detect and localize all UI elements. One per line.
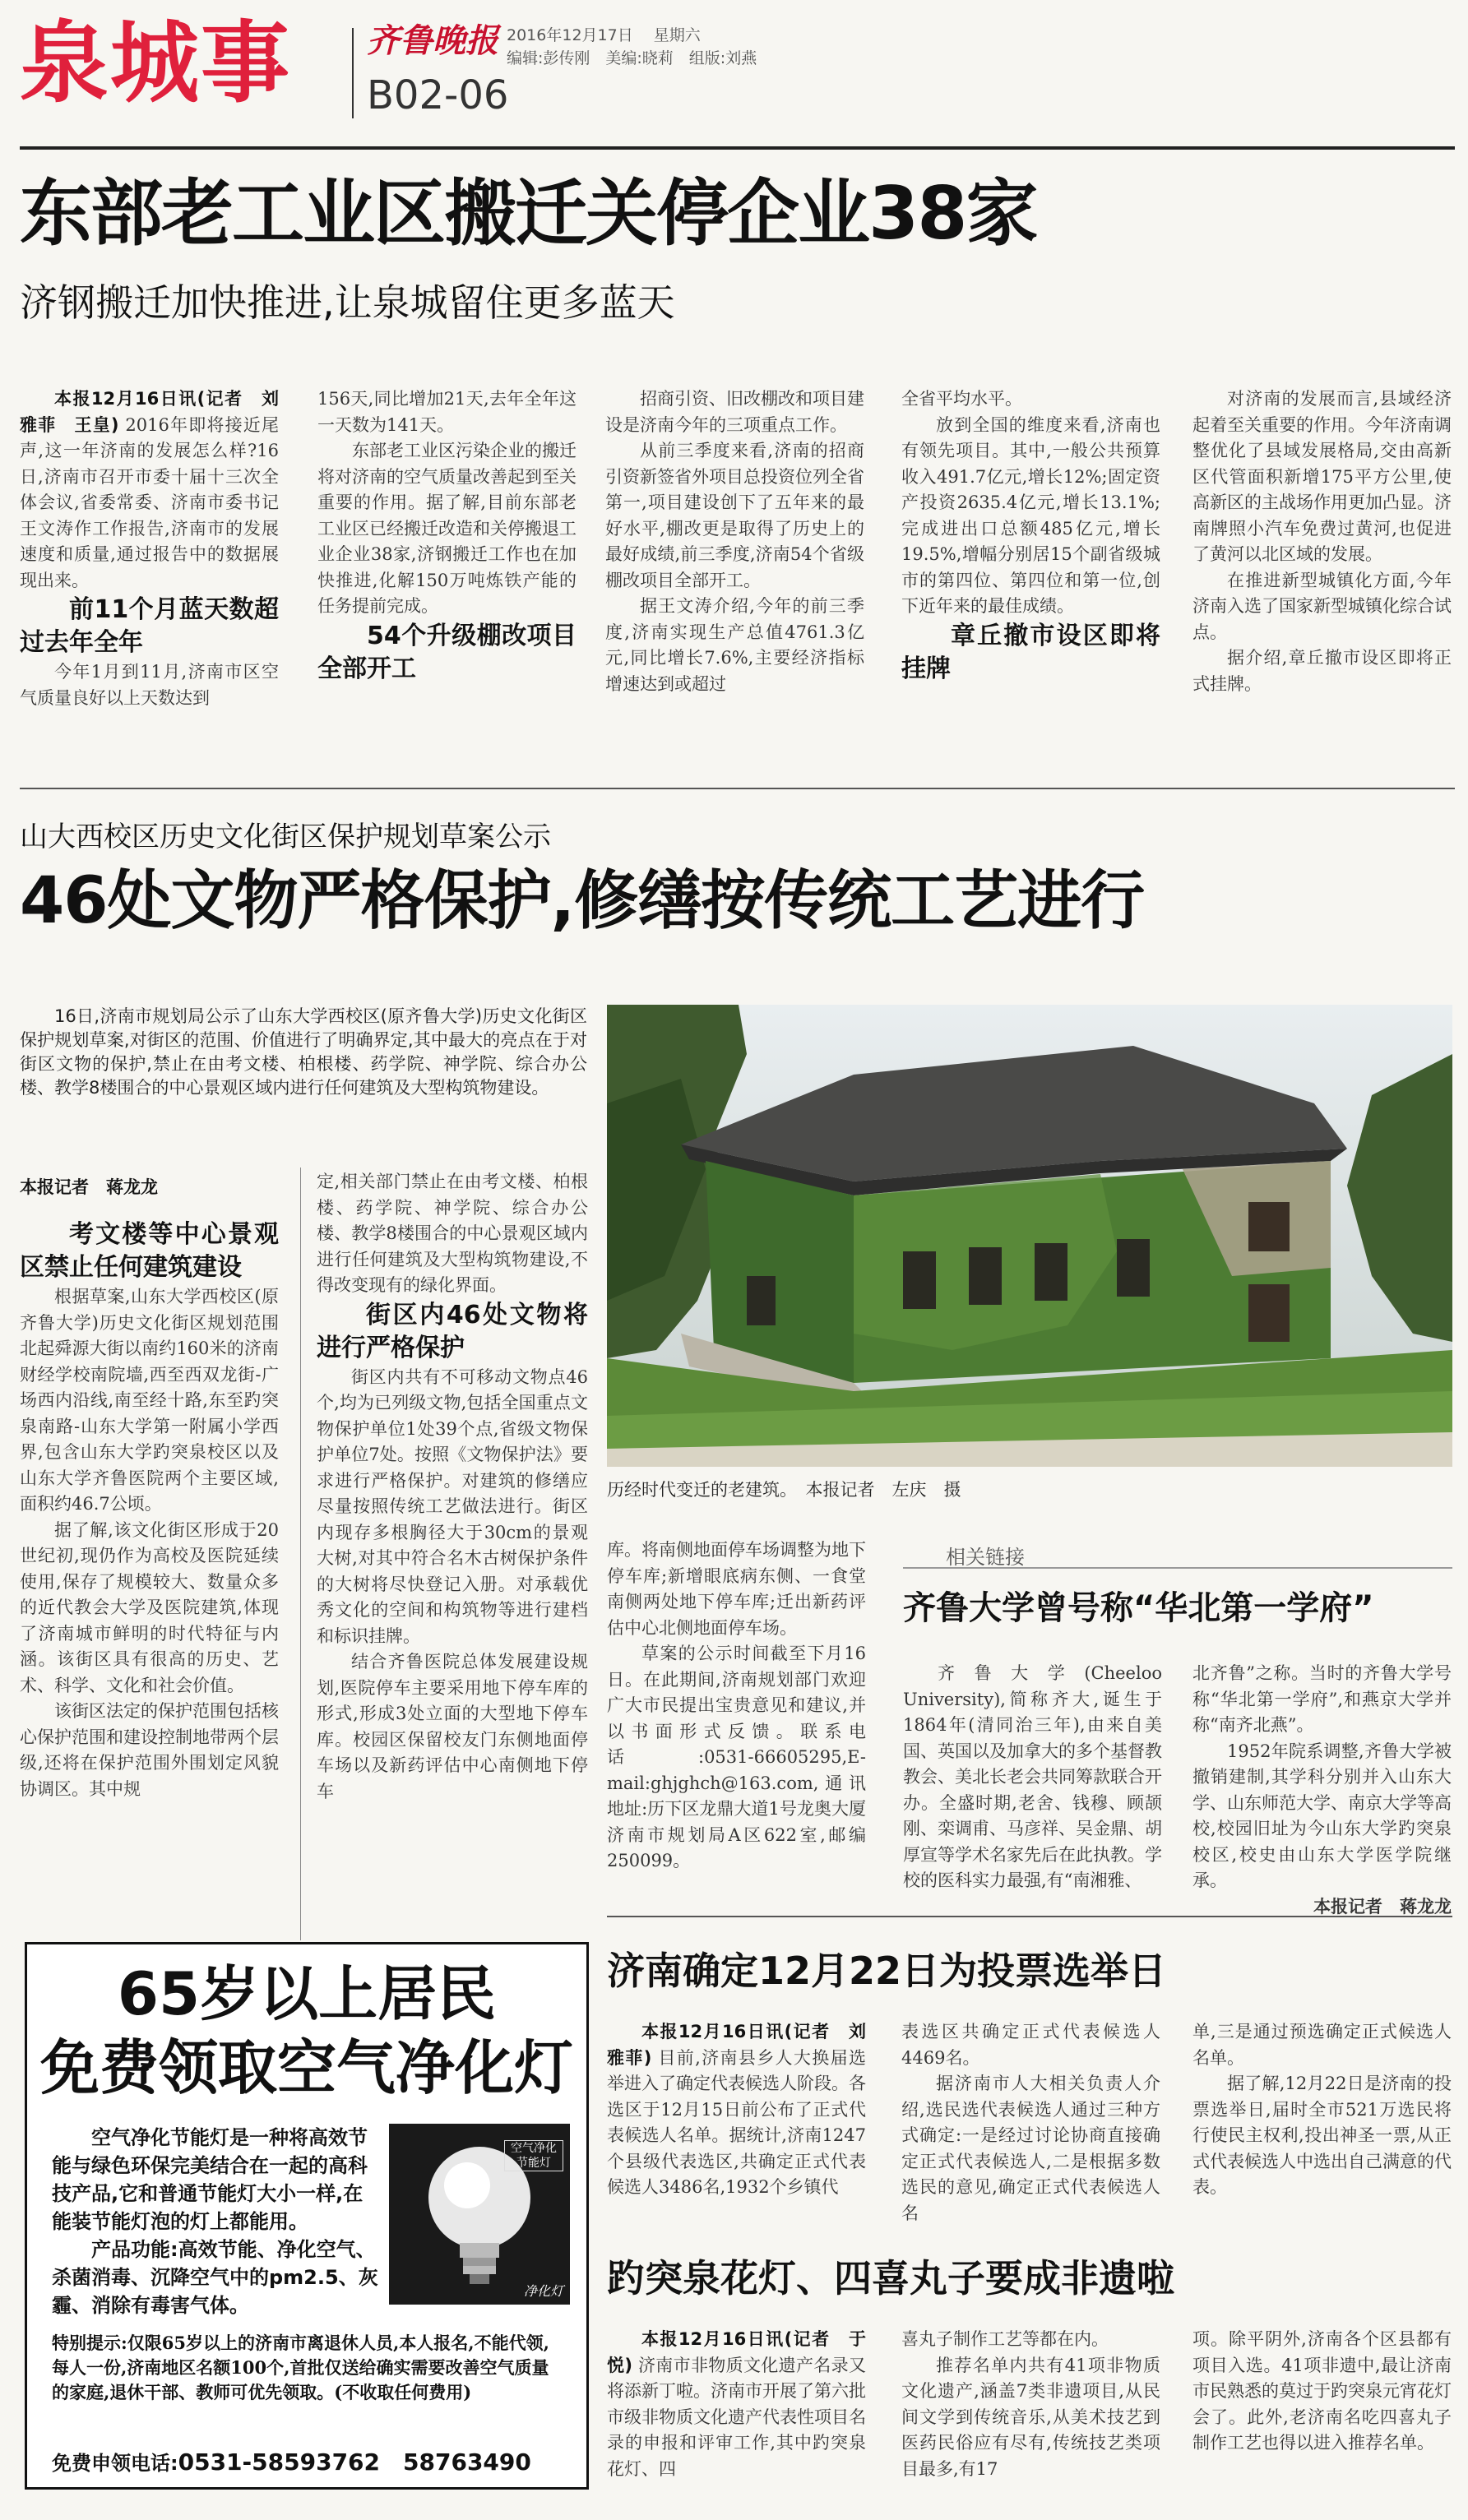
- photo-caption: 历经时代变迁的老建筑。 本报记者 左庆 摄: [607, 1480, 961, 1500]
- story2-col1c-text: 该街区法定的保护范围包括核心保护范围和建设控制地带两个层级,还将在保护范围外围划定风貌协调区。其中规: [20, 1701, 279, 1799]
- date-text: 2016年12月17日: [507, 26, 633, 44]
- story4-title: 趵突泉花灯、四喜丸子要成非遗啦: [607, 2256, 1174, 2300]
- story3-col1-text: 目前,济南县乡人大换届选举进入了确定代表候选人阶段。各选区于12月15日前公布了正式代表候选人名单。据统计,济南1247个县级代表选区,共确定正式代表候选人3486名,1932个乡镇代: [607, 2047, 866, 2197]
- story3-column-2: [901, 2019, 1160, 2241]
- related-col2b-text: 1952年院系调整,齐鲁大学被撤销建制,其学科分别并入山东大学、山东师范大学、南京大学等高校,校园旧址为今山东大学趵突泉校区,校史由山东大学医学院继承。: [1192, 1741, 1452, 1890]
- story1-col1b-text: 今年1月到11月,济南市区空气质量良好以上天数达到: [20, 662, 279, 708]
- story3-byline: 本报12月16日讯(记者 刘雅菲): [607, 2022, 866, 2068]
- story3-col2b-text: 据济南市人大相关负责人介绍,选民选代表候选人通过三种方式确定:一是经过讨论协商直接确定正式代表候选人,二是根据多数选民的意见,确定正式代表候选人名: [901, 2074, 1160, 2223]
- story3-col3-text: 单,三是通过预选确定正式候选人名单。: [1192, 2022, 1452, 2068]
- masthead-editors: 编辑:彭传刚 美编:晓莉 组版:刘燕: [507, 49, 757, 67]
- related-link-tag-text: 相关链接: [946, 1546, 1025, 1569]
- story1-col5-text: 对济南的发展而言,县域经济起着至关重要的作用。今年济南调整优化了县域发展格局,交由高新区代管面积新增175平方公里,使高新区的主战场作用更加凸显。济南牌照小汽车免费过黄河,也促进了黄河以北区域的发展。: [1192, 389, 1452, 564]
- story1-col2-text: 156天,同比增加21天,去年全年这一天数为141天。: [317, 389, 577, 435]
- ad-body-2: 产品功能:高效节能、净化空气、杀菌消毒、沉降空气中的pm2.5、灰霾、消除有毒害气体。: [52, 2238, 378, 2317]
- related-link-title: 齐鲁大学曾号称“华北第一学府”: [903, 1589, 1374, 1627]
- story2-column-3: [607, 1537, 866, 1949]
- related-col2-text: 北齐鲁”之称。当时的齐鲁大学号称“华北第一学府”,和燕京大学并称“南齐北燕”。: [1192, 1663, 1452, 1735]
- story2-col1b-text: 据了解,该文化街区形成于20世纪初,现仍作为高校及医院延续使用,保存了规模较大、数量众多的近代教会大学及医院建筑,体现了济南城市鲜明的时代特征与内涵。该街区具有很高的历史、艺术、科学、文化和社会价值。: [20, 1519, 279, 1695]
- story4-column-3: [1192, 2327, 1452, 2508]
- story2-byline: 本报记者 蒋龙龙: [20, 1177, 158, 1197]
- story1-col5b-text: 在推进新型城镇化方面,今年济南入选了国家新型城镇化综合试点。: [1192, 570, 1452, 642]
- story1-column-5: [1192, 386, 1452, 732]
- ad-body-1: 空气净化节能灯是一种将高效节能与绿色环保完美结合在一起的高科技产品,它和普通节能灯大小一样,在能装节能灯泡的灯上都能用。: [52, 2126, 368, 2233]
- story4-column-2: [901, 2327, 1160, 2508]
- building-photo-illustration: [607, 1005, 1452, 1467]
- story1-col2b-text: 东部老工业区污染企业的搬迁将对济南的空气质量改善起到至关重要的作用。据了解,目前东部老工业区已经搬迁改造和关停搬退工业企业38家,济钢搬迁工作也在加快推进,化解150万吨炼铁产能的任务提前完成。: [317, 441, 577, 616]
- story1-column-1: [20, 386, 279, 732]
- story3-title: 济南确定12月22日为投票选举日: [607, 1949, 1167, 1993]
- ad-notice: 特别提示:仅限65岁以上的济南市离退休人员,本人报名,不能代领,每人一份,济南地区名额100个,首批仅送给确实需要改善空气质量的家庭,退休干部、教师可优先领取。(不收取任何费用): [52, 2333, 549, 2402]
- story2-column-2: [317, 1169, 588, 1942]
- ad-phone-line: [52, 2448, 578, 2478]
- story3-col3b-text: 据了解,12月22日是济南的投票选举日,届时全市521万选民将行使民主权利,投出神圣一票,从正式代表候选人中选出自己满意的代表。: [1192, 2074, 1452, 2197]
- story2-column-1: [20, 1218, 279, 1942]
- story2-col1-text: 根据草案,山东大学西校区(原齐鲁大学)历史文化街区规划范围北起舜源大街以南约160米的济南财经学校南院墙,西至西双龙街-广场西内沿线,南至经十路,东至趵突泉南路-山东大学第一附属小学西界,包含山东大学趵突泉校区以及山东大学齐鲁医院两个主要区域,面积约46.7公顷。: [20, 1287, 279, 1514]
- related-link-tag: [903, 1541, 1452, 1569]
- related-col1-text: 齐鲁大学(Cheeloo University),简称齐大,诞生于1864年(清同治三年),由来自美国、英国以及加拿大的多个基督教教会、美北长老会共同筹款联合开办。全盛时期,老舍、钱穆、顾颉刚、栾调甫、马彦祥、吴金鼎、胡厚宣等学术名家先后在此执教。学校的医科实力最强,有“南湘雅、: [903, 1663, 1162, 1890]
- related-column-1: [903, 1661, 1162, 1949]
- story2-kicker: 山大西校区历史文化街区保护规划草案公示: [20, 821, 551, 853]
- section-title: 泉城事: [20, 12, 292, 115]
- story1-col4-text: 全省平均水平。: [901, 389, 1022, 409]
- story1-subhead-3: 章丘撤市设区即将挂牌: [901, 621, 1160, 683]
- related-byline: 本报记者 蒋龙龙: [1313, 1896, 1452, 1917]
- masthead-date: [507, 23, 701, 45]
- paper-logo: 齐鲁晚报: [367, 21, 498, 60]
- weekday-text: 星期六: [653, 26, 701, 44]
- story1-col3c-text: 据王文涛介绍,今年的前三季度,济南实现生产总值4761.3亿元,同比增长7.6%,主要经济指标增速达到或超过: [605, 596, 864, 694]
- story3-col2-text: 表选区共确定正式代表候选人4469名。: [901, 2022, 1160, 2068]
- lamp-label-line-2: 节能灯: [516, 2157, 551, 2170]
- story1-col1-text: 2016年即将接近尾声,这一年济南的发展怎么样?16日,济南市召开市委十届十三次全体会议,省委常委、济南市委书记王文涛作工作报告,济南市的发展速度和质量,通过报告中的数据展现出来。: [20, 414, 279, 590]
- story4-byline: 本报12月16日讯(记者 于悦): [607, 2329, 866, 2375]
- story2-bottom-rule: [607, 1916, 1452, 1917]
- story4-col3-text: 项。除平阴外,济南各个区县都有项目入选。41项非遗中,最让济南市民熟悉的莫过于趵突泉元宵花灯会了。此外,老济南名吃四喜丸子制作工艺也得以进入推荐名单。: [1192, 2329, 1452, 2453]
- story4-col2-text: 喜丸子制作工艺等都在内。: [901, 2329, 1109, 2349]
- page-number: B02-06: [367, 72, 509, 118]
- story4-col2b-text: 推荐名单内共有41项非物质文化遗产,涵盖7类非遗项目,从民间文学到传统音乐,从美术技艺到医药民俗应有尽有,传统技艺类项目最多,有17: [901, 2355, 1160, 2479]
- story1-subtitle: 济钢搬迁加快推进,让泉城留住更多蓝天: [20, 280, 675, 325]
- story2-col2b-text: 街区内共有不可移动文物点46个,均为已列级文物,包括全国重点文物保护单位1处39个点,省级文物保护单位7处。按照《文物保护法》要求进行严格保护。对建筑的修缮应尽量按照传统工艺做法进行。街区内现存多根胸径大于30cm的景观大树,对其中符合名木古树保护条件的大树将尽快登记入册。对承载优秀文化的空间和构筑物等进行建档和标识挂牌。: [317, 1366, 588, 1646]
- related-column-2: [1192, 1661, 1452, 1949]
- story1-column-3: [605, 386, 864, 732]
- story1-col3b-text: 从前三季度来看,济南的招商引资新签省外项目总投资位列全省第一,项目建设创下了五年来的最好水平,棚改更是取得了历史上的最好成绩,前三季度,济南54个省级棚改项目全部开工。: [605, 441, 864, 590]
- story1-bottom-rule: [20, 788, 1455, 789]
- story1-col3-text: 招商引资、旧改棚改和项目建设是济南今年的三项重点工作。: [605, 389, 864, 435]
- story2-col3b-text: 草案的公示时间截至下月16日。在此期间,济南规划部门欢迎广大市民提出宝贵意见和建议,并以书面形式反馈。联系电话:0531-66605295,E-mail:ghjghch@163.com,通讯地址:历下区龙鼎大道1号龙奥大厦济南市规划局A区622室,邮编250099。: [607, 1644, 866, 1870]
- story1-byline: 本报12月16日讯(记者 刘雅菲 王皇): [20, 389, 279, 435]
- lamp-brand: 净化灯: [523, 2283, 563, 2299]
- story1-column-4: [901, 386, 1160, 732]
- story1-column-2: [317, 386, 577, 732]
- story2-subhead-2: 街区内46处文物将进行严格保护: [317, 1300, 588, 1362]
- story1-title: 东部老工业区搬迁关停企业38家: [20, 171, 1037, 256]
- ad-headline-1: 65岁以上居民: [117, 1959, 497, 2028]
- air-purifier-lamp-ad: [25, 1942, 589, 2490]
- lamp-label-line-1: 空气净化: [511, 2142, 557, 2155]
- story2-column-divider: [300, 1168, 301, 1940]
- story4-column-1: [607, 2327, 866, 2508]
- lamp-image: [389, 2124, 570, 2305]
- story1-subhead-1: 前11个月蓝天数超过去年全年: [20, 595, 279, 657]
- story4-col1-text: 济南市非物质文化遗产名录又将添新丁啦。济南市开展了第六批市级非物质文化遗产代表性项目名录的申报和评审工作,其中趵突泉花灯、四: [607, 2355, 866, 2479]
- story2-lead-text: 16日,济南市规划局公示了山东大学西校区(原齐鲁大学)历史文化街区保护规划草案,对街区的范围、价值进行了明确界定,其中最大的亮点在于对街区文物的保护,禁止在由考文楼、柏根楼、药学院、神学院、综合办公楼、教学8楼围合的中心景观区域内进行任何建筑及大型构筑物建设。: [20, 1006, 587, 1098]
- story1-col5c-text: 据介绍,章丘撤市设区即将正式挂牌。: [1192, 648, 1452, 694]
- ad-body: [52, 2124, 381, 2319]
- story2-col2-text: 定,相关部门禁止在由考文楼、柏根楼、药学院、神学院、综合办公楼、教学8楼围合的中心景观区域内进行任何建筑及大型构筑物建设,不得改变现有的绿化界面。: [317, 1172, 588, 1295]
- story2-subhead-1: 考文楼等中心景观区禁止任何建筑建设: [20, 1220, 279, 1282]
- story1-subhead-2: 54个升级棚改项目全部开工: [317, 621, 577, 683]
- masthead-rule: [20, 146, 1455, 150]
- story3-column-3: [1192, 2019, 1452, 2241]
- story3-column-1: [607, 2019, 866, 2241]
- story2-title: 46处文物严格保护,修缮按传统工艺进行: [20, 864, 1145, 938]
- story2-lead: [20, 1005, 587, 1128]
- ad-headline-2: 免费领取空气净化灯: [39, 2033, 573, 2102]
- building-photo: [607, 1005, 1452, 1467]
- ad-phone-number: 0531-58593762 58763490: [178, 2448, 531, 2476]
- masthead-divider: [352, 28, 354, 118]
- lamp-label: [504, 2140, 563, 2171]
- story2-col2c-text: 结合齐鲁医院总体发展建设规划,医院停车主要采用地下停车库的形式,形成3处立面的大型地下停车库。校园区保留校友门东侧地面停车场以及新药评估中心南侧地下停车: [317, 1652, 588, 1801]
- story2-col3-text: 库。将南侧地面停车场调整为地下停车库;新增眼底病东侧、一食堂南侧两处地下停车库;迁出新药评估中心北侧地面停车场。: [607, 1540, 866, 1638]
- story1-col4b-text: 放到全国的维度来看,济南也有领先项目。其中,一般公共预算收入491.7亿元,增长12%;固定资产投资2635.4亿元,增长13.1%;完成进出口总额485亿元,增长19.5%,增幅分别居15个副省级城市的第四位、第四位和第一位,创下近年来的最佳成绩。: [901, 414, 1160, 616]
- ad-phone-label: 免费申领电话:: [52, 2452, 178, 2475]
